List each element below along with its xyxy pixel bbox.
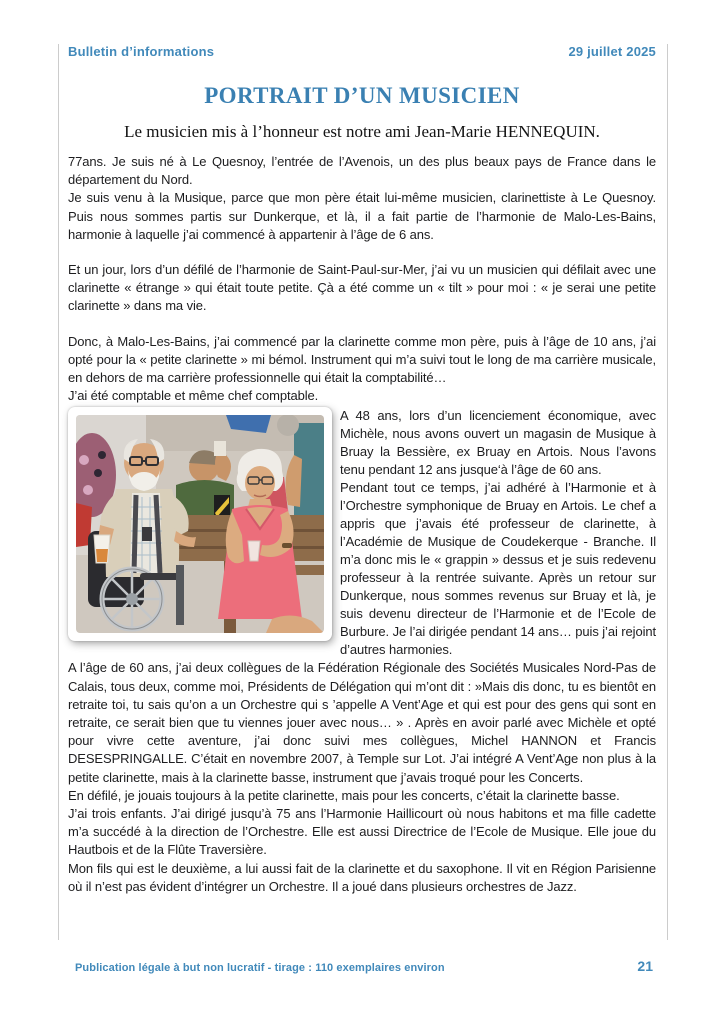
paragraph-enfants: J’ai trois enfants. J’ai dirigé jusqu’à 75 ans l’Harmonie Haillicourt où nous habitons et ma fille cadette m’a succédé à la direction de l’Orchestre. Elle est aussi Directrice de l’Ecole de Musique. Elle joue du Hautbois et de la Flûte Traversière. [68, 806, 656, 858]
article-body [68, 153, 656, 896]
portrait-photo [68, 407, 332, 641]
page-footer [75, 958, 653, 974]
page-content [68, 44, 656, 896]
paragraph-intro: 77ans. Je suis né à Le Quesnoy, l’entrée de l’Avenois, un des plus beaux pays de France dans le département du Nord. [68, 154, 656, 188]
date-label: 29 juillet 2025 [568, 44, 656, 59]
photo-side-text [340, 407, 656, 659]
paragraph-tilt: Et un jour, lors d’un défilé de l’harmonie de Saint-Paul-sur-Mer, j’ai vu un musicien qui défilait avec une clarinette « étrange » qui était toute petite. Çà a été comme un « tilt » pour moi : « je serai une petite clarinette » dans ma vie. [68, 262, 656, 314]
paragraph-fils: Mon fils qui est le deuxième, a lui aussi fait de la clarinette et du saxophone. Il vit en Région Parisienne où il n’est pas évident d’intégrer un Orchestre. Il a joué dans plusieurs orchestres de Jazz. [68, 860, 656, 894]
paragraph-clarinette: Donc, à Malo-Les-Bains, j’ai commencé par la clarinette comme mon père, puis à l’âge de 10 ans, j’ai opté pour la « petite clarinette » mi bémol. Instrument qui m’a suivi tout le long de ma carrière musicale, en dehors de ma carrière professionnelle qui était la comptabilité… [68, 333, 656, 386]
paragraph-comptable: J’ai été comptable et même chef comptable. [68, 388, 319, 404]
portrait-photo-illustration [76, 415, 324, 633]
bulletin-label: Bulletin d’informations [68, 44, 215, 59]
footer-note: Publication légale à but non lucratif - tirage : 110 exemplaires environ [75, 962, 445, 974]
page-title: PORTRAIT D’UN MUSICIEN [204, 83, 520, 108]
paragraph-magasin: A 48 ans, lors d’un licenciement économique, avec Michèle, nous avons ouvert un magasin de Musique à Bruay la Bessière, ex Bruay en Artois. Nous l’avons tenu pendant 12 ans jusque‘à l’âge de 60 ans. [340, 408, 656, 478]
photo-and-text-row [68, 407, 656, 659]
page-number: 21 [637, 958, 653, 974]
paragraph-federation: A l’âge de 60 ans, j’ai deux collègues de la Fédération Régionale des Sociétés Musicales Nord-Pas de Calais, tous deux, comme moi, Présidents de Délégation qui m’ont dit : »Mais dis donc, tu es bientôt en retraite toi, tu sais qu’on a un Orchestre qui s ’appelle A Vent’Age et qui est pour des gens qui sont en retraite, ce serait bien que tu viennes jouer avec nous… » . Après en avoir parlé avec Michèle et opté pour vivre cette aventure, j’ai donc suivi mes collègues, Michel HANNON et Francis DESESPRINGALLE. C’était en novembre 2007, à Temple sur Lot. J’ai intégré A Vent’Age non plus à la petite clarinette, mais à la clarinette basse, instrument que j’avais troqué pour les Concerts. [68, 660, 656, 785]
paragraph-harmonie: Pendant tout ce temps, j’ai adhéré à l’Harmonie et à l’Orchestre symphonique de Bruay en Artois. Le chef a appris que j’avais été professeur de clarinette, à l’Académie de Musique de Coudekerque - Branche. Il m’a donc mis le « grappin » dessus et je suis redevenu professeur à la rentrée suivante. Après un retour sur Dunkerque, nous sommes revenus sur Bruay et là, je suis devenu directeur de l’Harmonie et de l’Ecole de Burbure. Je l’ai dirigée pendant 14 ans… puis j’ai rejoint d’autres harmonies. [340, 480, 656, 658]
subtitle: Le musicien mis à l’honneur est notre ami Jean-Marie HENNEQUIN. [124, 122, 600, 141]
page-header [68, 44, 656, 59]
paragraph-defile: En défilé, je jouais toujours à la petite clarinette, mais pour les concerts, c’était la clarinette basse. [68, 787, 620, 803]
paragraph-musique: Je suis venu à la Musique, parce que mon père était lui-même musicien, clarinettiste à Le Quesnoy. Puis nous sommes partis sur Dunkerque, et là, il a fait partie de l’harmonie de Malo-Les-Bains, harmonie à laquelle j’ai commencé à appartenir à l’âge de 6 ans. [68, 190, 656, 242]
